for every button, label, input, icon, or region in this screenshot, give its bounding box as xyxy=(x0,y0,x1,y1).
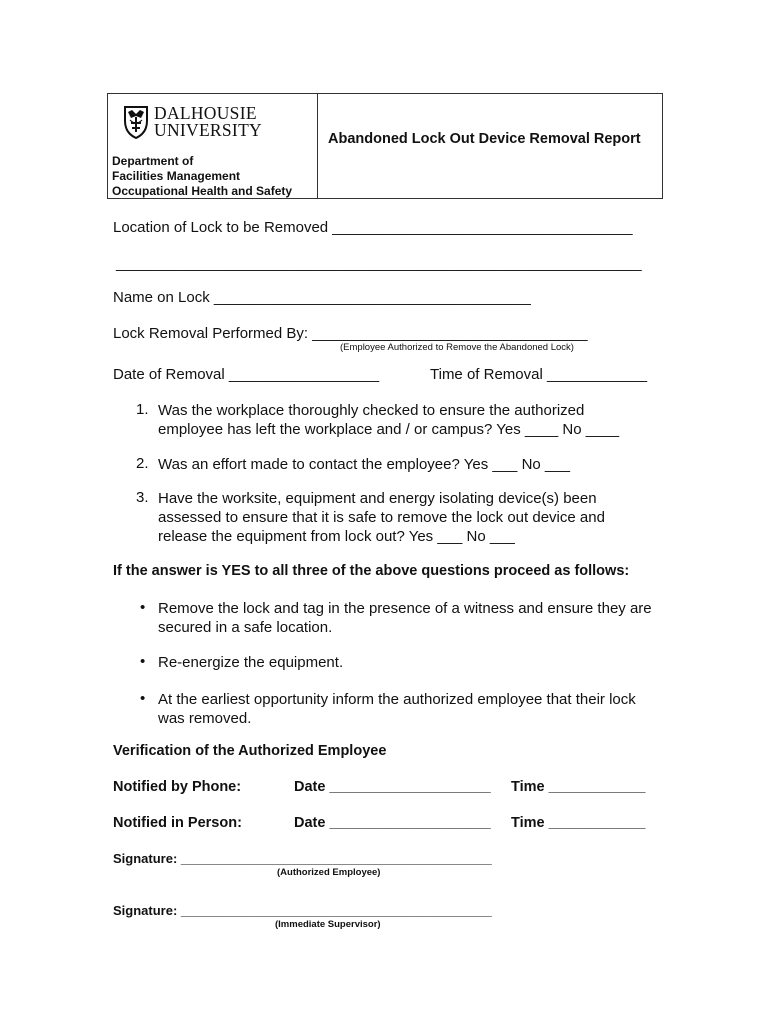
authorized-employee-signature-note: (Authorized Employee) xyxy=(277,867,381,878)
dalhousie-shield-icon xyxy=(123,105,149,139)
location-field[interactable]: Location of Lock to be Removed ____________________________________ xyxy=(113,219,633,236)
question-3 xyxy=(158,489,605,546)
logo-line-2: UNIVERSITY xyxy=(154,120,262,140)
location-field-continued[interactable]: _______________________________________________________________ xyxy=(116,255,642,272)
date-of-removal-field[interactable]: Date of Removal __________________ xyxy=(113,366,380,383)
notified-in-person-label: Notified in Person: xyxy=(113,815,242,831)
question-line: assessed to ensure that it is safe to remove the lock out device and xyxy=(158,509,605,526)
removal-performed-by-note: (Employee Authorized to Remove the Abandoned Lock) xyxy=(340,342,574,353)
notified-by-phone-label: Notified by Phone: xyxy=(113,779,242,795)
question-number: 1. xyxy=(136,401,149,418)
phone-time-field[interactable]: Time ____________ xyxy=(511,779,646,795)
header-divider xyxy=(317,94,318,198)
question-number: 2. xyxy=(136,455,149,472)
step-1 xyxy=(158,599,652,637)
report-title: Abandoned Lock Out Device Removal Report xyxy=(328,131,641,147)
question-number: 3. xyxy=(136,489,149,506)
question-line[interactable]: release the equipment from lock out? Yes ___ No ___ xyxy=(158,528,515,545)
university-logo xyxy=(123,105,262,139)
removal-performed-by-field[interactable]: Lock Removal Performed By: _________________________________ xyxy=(113,325,588,342)
question-line: Was the workplace thoroughly checked to ensure the authorized xyxy=(158,402,585,419)
proceed-heading: If the answer is YES to all three of the above questions proceed as follows: xyxy=(113,563,630,579)
verification-heading: Verification of the Authorized Employee xyxy=(113,743,387,759)
step-line: At the earliest opportunity inform the authorized employee that their lock xyxy=(158,691,636,708)
person-time-field[interactable]: Time ____________ xyxy=(511,815,646,831)
question-line: Have the worksite, equipment and energy isolating device(s) been xyxy=(158,490,597,507)
step-2 xyxy=(158,653,343,672)
question-line[interactable]: Was an effort made to contact the employee? Yes ___ No ___ xyxy=(158,456,570,473)
time-of-removal-field[interactable]: Time of Removal ____________ xyxy=(430,366,648,383)
question-line[interactable]: employee has left the workplace and / or campus? Yes ____ No ____ xyxy=(158,421,620,438)
step-line: Remove the lock and tag in the presence of a witness and ensure they are xyxy=(158,600,652,617)
bullet-marker: • xyxy=(140,599,146,616)
department-line: Facilities Management xyxy=(112,169,241,183)
supervisor-signature-field[interactable]: Signature: ___________________________________________ xyxy=(113,903,492,918)
question-2 xyxy=(158,455,570,474)
step-3 xyxy=(158,690,636,728)
step-line: Re-energize the equipment. xyxy=(158,654,344,671)
person-date-field[interactable]: Date ____________________ xyxy=(294,815,491,831)
step-line: secured in a safe location. xyxy=(158,619,333,636)
supervisor-signature-note: (Immediate Supervisor) xyxy=(275,919,381,930)
phone-date-field[interactable]: Date ____________________ xyxy=(294,779,491,795)
department-line: Occupational Health and Safety xyxy=(112,184,293,198)
department-block xyxy=(112,154,292,199)
name-on-lock-field[interactable]: Name on Lock ______________________________________ xyxy=(113,289,531,306)
header-box xyxy=(107,93,663,199)
logo-wordmark xyxy=(154,105,262,139)
department-line: Department of xyxy=(112,154,194,168)
step-line: was removed. xyxy=(158,710,252,727)
logo-line-1: DALHOUSIE xyxy=(154,103,257,123)
authorized-employee-signature-field[interactable]: Signature: ___________________________________________ xyxy=(113,851,492,866)
bullet-marker: • xyxy=(140,690,146,707)
bullet-marker: • xyxy=(140,653,146,670)
question-1 xyxy=(158,401,619,439)
